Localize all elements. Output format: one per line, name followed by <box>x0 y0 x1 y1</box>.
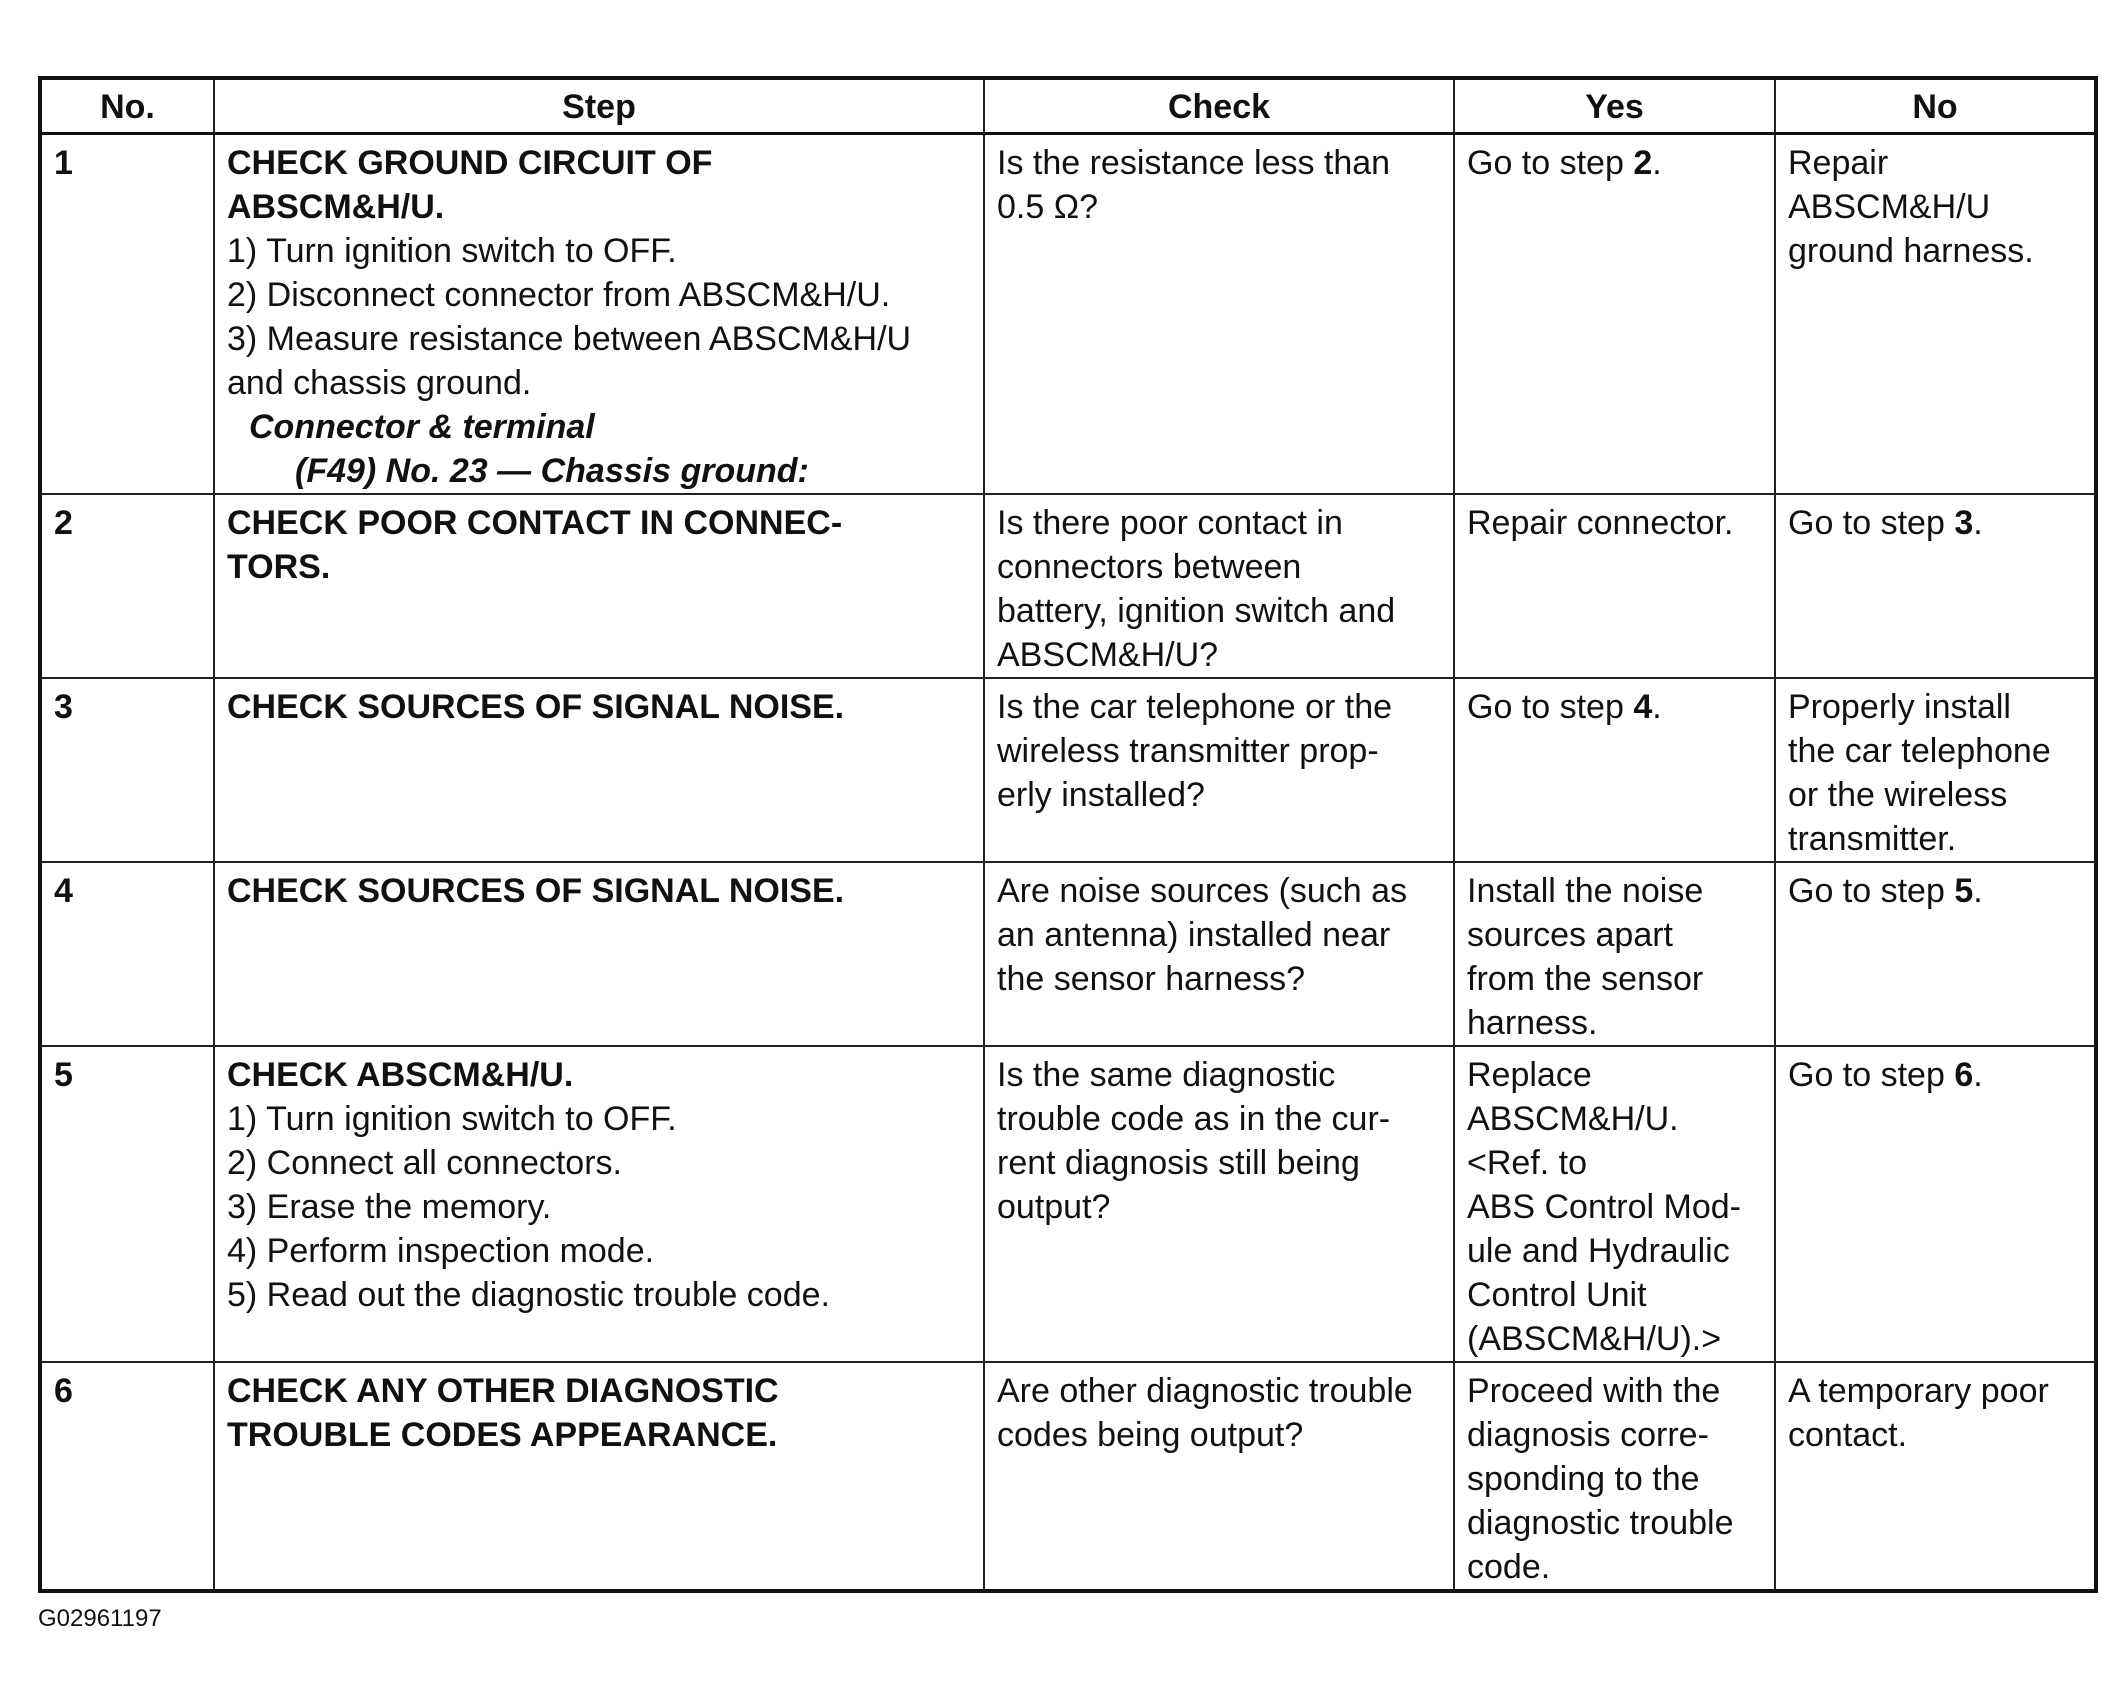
step-title: CHECK ABSCM&H/U. <box>227 1056 574 1094</box>
no-text: Properly install the car telephone or the wireless transmitter. <box>1788 688 2051 858</box>
yes-text: Go to step <box>1467 144 1634 182</box>
table-header-row <box>40 78 2096 134</box>
table-row <box>40 494 2096 678</box>
yes-cell <box>1454 1362 1775 1591</box>
check-cell: Is there poor contact in connectors between battery, ignition switch and ABSCM&H/U? <box>984 494 1454 678</box>
yes-text: Replace ABSCM&H/U. <Ref. to ABS Control Mod- ule and Hydraulic Control Unit (ABSCM&H/U).> <box>1467 1056 1741 1358</box>
no-cell: Go to step 3. <box>1775 494 2096 678</box>
check-cell: Are noise sources (such as an antenna) installed near the sensor harness? <box>984 862 1454 1046</box>
no-cell: Go to step 6. <box>1775 1046 2096 1362</box>
step-cell <box>214 678 984 862</box>
step-connector-label: Connector & terminal <box>249 408 595 446</box>
no-text: Go to step <box>1788 504 1955 542</box>
step-number: 1 <box>40 134 214 495</box>
header-no: No. <box>40 78 214 134</box>
step-title: CHECK SOURCES OF SIGNAL NOISE. <box>227 872 845 910</box>
header-yes: Yes <box>1454 78 1775 134</box>
step-instructions: 1) Turn ignition switch to OFF. 2) Disconnect connector from ABSCM&H/U. 3) Measure resistance between ABSCM&H/U and chassis ground. <box>227 232 912 402</box>
step-instructions: 1) Turn ignition switch to OFF. 2) Connect all connectors. 3) Erase the memory. 4) Perform inspection mode. 5) Read out the diagnostic trouble code. <box>227 1100 830 1314</box>
yes-text: Repair connector. <box>1467 504 1734 542</box>
step-title: CHECK POOR CONTACT IN CONNEC- TORS. <box>227 504 843 586</box>
yes-step-ref: 4 <box>1633 688 1653 726</box>
header-no-result: No <box>1775 78 2096 134</box>
yes-cell: Go to step 4. <box>1454 678 1775 862</box>
check-cell: Is the resistance less than 0.5 Ω? <box>984 134 1454 495</box>
no-text: A temporary poor contact. <box>1788 1372 2049 1454</box>
table-row <box>40 678 2096 862</box>
step-number: 4 <box>40 862 214 1046</box>
step-cell <box>214 134 984 495</box>
table-row <box>40 1046 2096 1362</box>
table-row <box>40 862 2096 1046</box>
no-cell <box>1775 1362 2096 1591</box>
table-row <box>40 134 2096 495</box>
figure-id-label: G02961197 <box>38 1605 162 1632</box>
yes-cell <box>1454 1046 1775 1362</box>
step-cell <box>214 1046 984 1362</box>
no-cell <box>1775 134 2096 495</box>
no-cell: Go to step 5. <box>1775 862 2096 1046</box>
no-text: Repair ABSCM&H/U ground harness. <box>1788 144 2034 270</box>
yes-cell <box>1454 494 1775 678</box>
header-step: Step <box>214 78 984 134</box>
step-connector-terminal: (F49) No. 23 — Chassis ground: <box>295 452 809 490</box>
yes-cell <box>1454 862 1775 1046</box>
no-step-ref: 3 <box>1954 504 1974 542</box>
step-number: 6 <box>40 1362 214 1591</box>
step-cell <box>214 862 984 1046</box>
yes-text: Install the noise sources apart from the sensor harness. <box>1467 872 1704 1042</box>
header-check: Check <box>984 78 1454 134</box>
step-title: CHECK ANY OTHER DIAGNOSTIC TROUBLE CODES APPEARANCE. <box>227 1372 779 1454</box>
step-cell <box>214 1362 984 1591</box>
no-cell <box>1775 678 2096 862</box>
yes-text: Go to step <box>1467 688 1634 726</box>
step-number: 3 <box>40 678 214 862</box>
check-cell: Is the car telephone or the wireless transmitter prop- erly installed? <box>984 678 1454 862</box>
yes-step-ref: 2 <box>1633 144 1653 182</box>
table-row <box>40 1362 2096 1591</box>
yes-cell: Go to step 2. <box>1454 134 1775 495</box>
check-cell: Are other diagnostic trouble codes being output? <box>984 1362 1454 1591</box>
step-title: CHECK SOURCES OF SIGNAL NOISE. <box>227 688 845 726</box>
no-step-ref: 5 <box>1954 872 1974 910</box>
step-cell <box>214 494 984 678</box>
diagnostic-table <box>38 76 2098 1593</box>
step-number: 2 <box>40 494 214 678</box>
yes-text: Proceed with the diagnosis corre- sponding to the diagnostic trouble code. <box>1467 1372 1734 1586</box>
step-number: 5 <box>40 1046 214 1362</box>
no-step-ref: 6 <box>1954 1056 1974 1094</box>
no-text: Go to step <box>1788 872 1955 910</box>
step-title: CHECK GROUND CIRCUIT OF ABSCM&H/U. <box>227 144 713 226</box>
no-text: Go to step <box>1788 1056 1955 1094</box>
check-cell: Is the same diagnostic trouble code as in the cur- rent diagnosis still being output? <box>984 1046 1454 1362</box>
